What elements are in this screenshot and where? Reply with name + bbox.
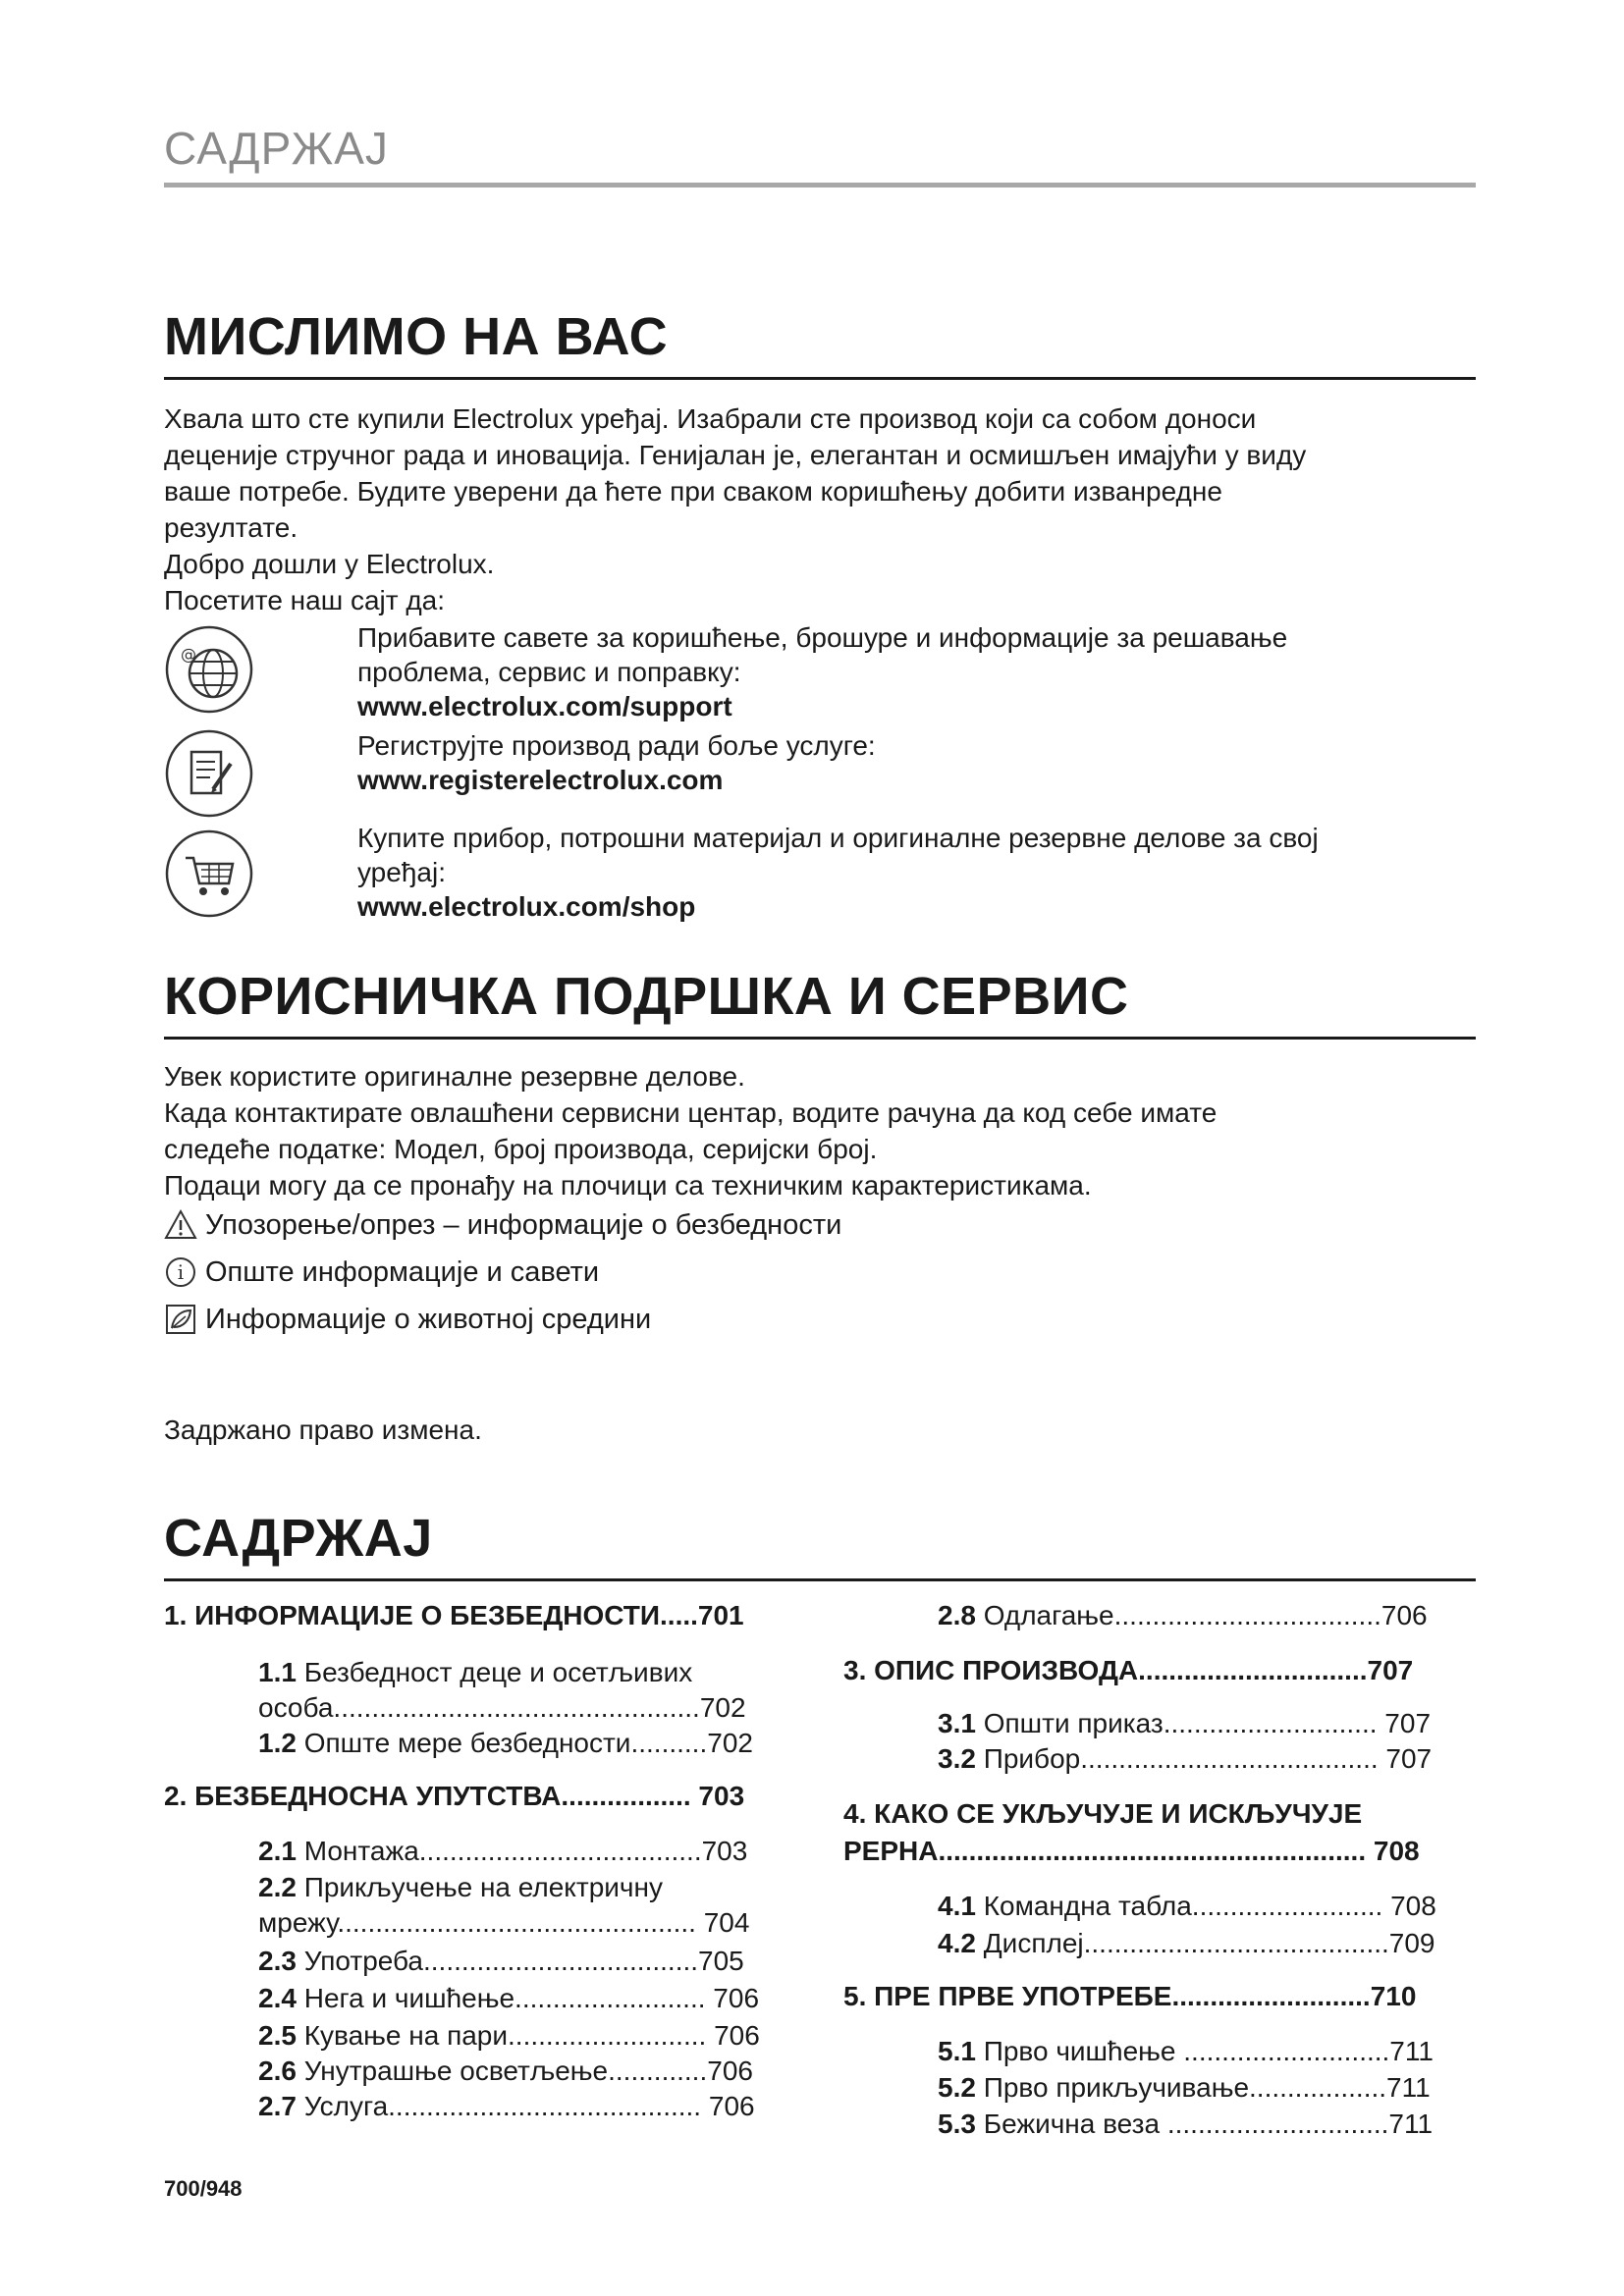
support-section-title: КОРИСНИЧКА ПОДРШКА И СЕРВИС: [164, 966, 1476, 1040]
toc-entry[interactable]: 4.1 Командна табла......................... 708: [938, 1891, 1436, 1921]
shop-link-text: Купите прибор, потрошни материјал и оригиналне резервне делове за свој уређај: www.electrolux.com/shop: [357, 823, 1319, 922]
toc-entry[interactable]: особа................................................702: [258, 1692, 746, 1723]
toc-entry[interactable]: 2.7 Услуга......................................... 706: [258, 2091, 755, 2121]
info-circle-icon: [164, 1255, 197, 1289]
welcome-line: Хвала што сте купили Electrolux уређај. Изабрали сте производ који са собом доноси: [164, 403, 1257, 434]
shop-url-link[interactable]: www.electrolux.com/shop: [357, 891, 696, 922]
register-document-icon: [164, 728, 254, 819]
rights-reserved-note: Задржано право измена.: [164, 1415, 482, 1445]
toc-section-title: САДРЖАЈ: [164, 1508, 1476, 1581]
toc-entry[interactable]: 2.1 Монтажа.....................................703: [258, 1836, 748, 1866]
register-link-text: Региструјте производ ради боље услуге: www.registerelectrolux.com: [357, 730, 876, 795]
toc-entry[interactable]: 2.8 Одлагање...................................706: [938, 1600, 1428, 1630]
toc-entry[interactable]: 5.3 Бежична веза .............................711: [938, 2109, 1434, 2139]
legend-item: i Опште информације и савети: [164, 1255, 599, 1290]
toc-entry[interactable]: 2.3 Употреба....................................705: [258, 1946, 744, 1976]
legend-item: Упозорење/опрез – информације о безбедности: [164, 1207, 841, 1243]
environment-leaf-icon: [164, 1303, 197, 1336]
toc-entry[interactable]: 3.1 Општи приказ............................ 707: [938, 1708, 1432, 1738]
welcome-section-title: МИСЛИМО НА ВАС: [164, 306, 1476, 380]
svg-text:i: i: [177, 1260, 185, 1284]
toc-chapter[interactable]: 1. ИНФОРМАЦИЈЕ О БЕЗБЕДНОСТИ.....701: [164, 1600, 744, 1630]
welcome-line: ваше потребе. Будите уверени да ћете при сваком коришћењу добити изванредне: [164, 476, 1222, 507]
welcome-paragraph: [164, 400, 1476, 618]
toc-entry[interactable]: 2.4 Нега и чишћење......................... 706: [258, 1983, 760, 2013]
toc-entry[interactable]: 3.2 Прибор....................................... 707: [938, 1743, 1433, 1774]
legend-item: Информације о животној средини: [164, 1302, 651, 1337]
toc-entry[interactable]: мрежу............................................... 704: [258, 1907, 750, 1938]
toc-entry[interactable]: 2.6 Унутрашње осветљење.............706: [258, 2056, 753, 2086]
register-url-link[interactable]: www.registerelectrolux.com: [357, 765, 724, 795]
support-paragraph: Увек користите оригиналне резервне делове. Када контактирате овлашћени сервисни центар, водите рачуна да код себе имате следеће податке: Модел, број производа, серијски број. Подаци могу да се пронађу на плочици са техничким карактеристикама.: [164, 1061, 1218, 1201]
toc-entry[interactable]: 5.2 Прво прикључивање..................711: [938, 2072, 1431, 2103]
toc-chapter[interactable]: 2. БЕЗБЕДНОСНА УПУТСТВА................. 703: [164, 1781, 745, 1811]
toc-entry[interactable]: 2.2 Прикључење на електричну: [258, 1872, 663, 1902]
page-number: 700/948: [164, 2176, 243, 2201]
toc-entry[interactable]: 5.1 Прво чишћење ...........................711: [938, 2036, 1434, 2066]
toc-chapter[interactable]: 5. ПРЕ ПРВЕ УПОТРЕБЕ..........................710: [843, 1981, 1417, 2011]
toc-chapter[interactable]: 3. ОПИС ПРОИЗВОДА..............................707: [843, 1655, 1414, 1685]
welcome-line: Добро дошли у Electrolux.: [164, 549, 495, 579]
svg-text:@: @: [181, 645, 196, 664]
toc-entry[interactable]: 1.1 Безбедност деце и осетљивих: [258, 1657, 693, 1687]
running-header: САДРЖАЈ: [164, 122, 1476, 187]
globe-web-icon: [164, 624, 254, 715]
toc-entry[interactable]: 1.2 Опште мере безбедности..........702: [258, 1728, 753, 1758]
toc-chapter[interactable]: 4. КАКО СЕ УКЉУЧУЈЕ И ИСКЉУЧУЈЕ: [843, 1798, 1363, 1829]
welcome-line: резултате.: [164, 512, 298, 543]
warning-triangle-icon: [164, 1208, 197, 1242]
shopping-cart-icon: [164, 828, 254, 919]
toc-entry[interactable]: 4.2 Дисплеј........................................709: [938, 1928, 1435, 1958]
toc-entry[interactable]: 2.5 Кување на пари.......................... 706: [258, 2020, 760, 2051]
toc-chapter[interactable]: РЕРНА........................................................ 708: [843, 1836, 1420, 1866]
support-link-text: Прибавите савете за коришћење, брошуре и информације за решавање проблема, сервис и поправку: www.electrolux.com/support: [357, 622, 1288, 721]
welcome-line: Посетите наш сајт да:: [164, 585, 446, 615]
support-url-link[interactable]: www.electrolux.com/support: [357, 691, 732, 721]
welcome-line: деценије стручног рада и иновација. Генијалан је, елегантан и осмишљен имајући у виду: [164, 440, 1307, 470]
